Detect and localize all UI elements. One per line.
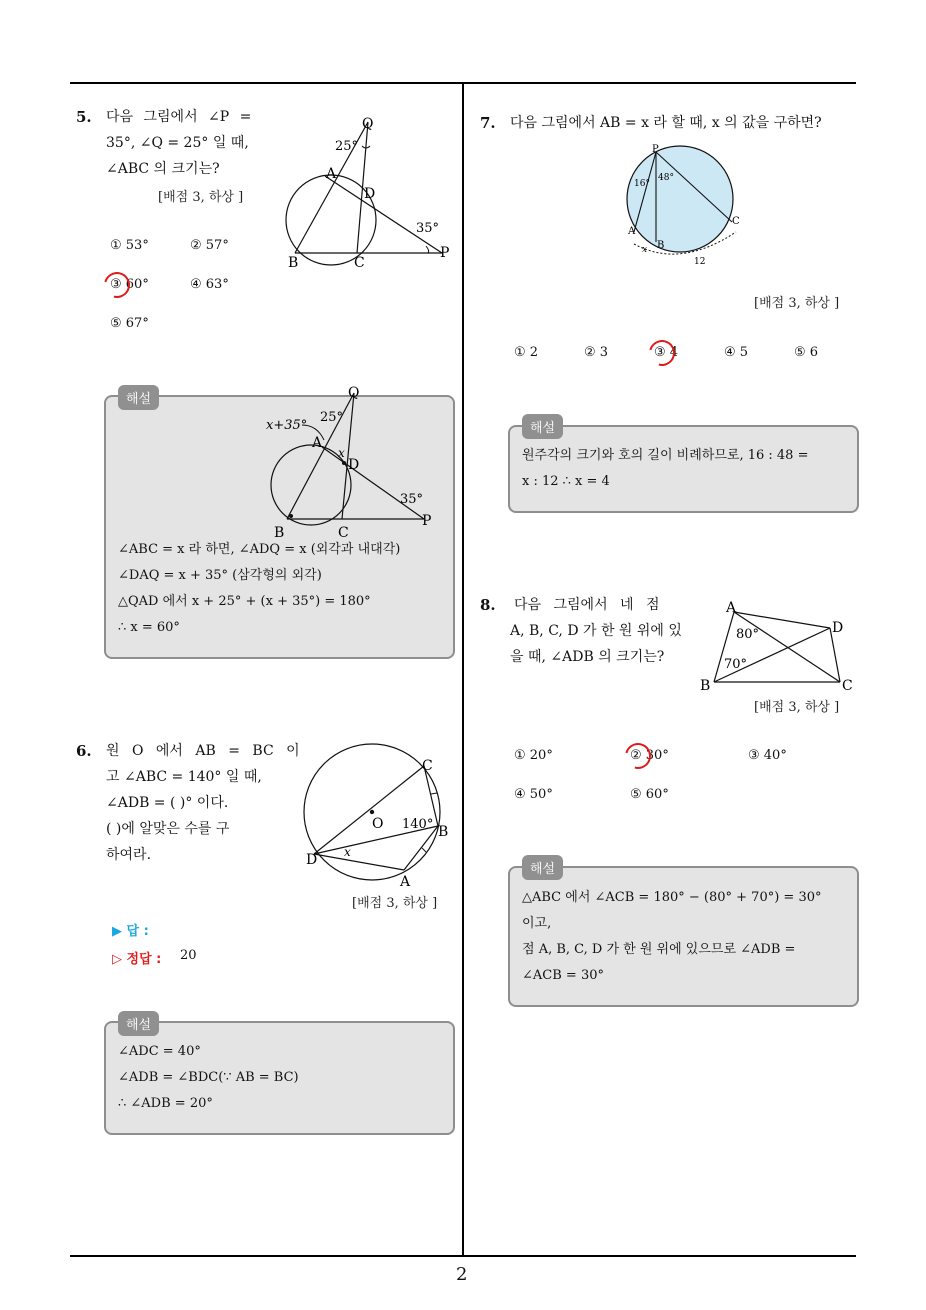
q6-angle-x: x [344,845,351,859]
q7-figure [620,144,750,268]
q8-solution-line-3: 점 A, B, C, D 가 한 원 위에 있으므로 ∠ADB = [522,942,796,957]
q5s-label-d: D [348,457,360,473]
q5-solution-line-3: △QAD 에서 x + 25° + (x + 35°) = 180° [118,594,371,609]
q6-angle: 140° [402,817,434,832]
q7-solution-line-1: 원주각의 크기와 호의 길이 비례하므로, 16 : 48 = [522,448,809,463]
q5-number: 5. [76,108,92,126]
q5-label-a: A [326,166,337,182]
q8-answer-mark [620,738,656,774]
q5s-angle-q: 25° [320,410,344,425]
q5-label-p: P [440,245,450,261]
q6-text-1: 원 O 에서 AB = BC 이 [106,743,300,759]
q8-solution-tab: 해설 [522,855,563,880]
q5s-label-p: P [422,513,432,529]
q5-label-d: D [364,186,376,202]
q7-label-c: C [732,216,740,227]
q8-solution-line-1: △ABC 에서 ∠ACB = 180° − (80° + 70°) = 30° [522,890,822,905]
q5-option-2[interactable]: ② 57° [190,238,229,253]
q6-solution-line-1: ∠ADC = 40° [118,1044,201,1059]
q6-correct-label: ▷ 정답 : [112,952,162,967]
q8-text-3: 을 때, ∠ADB 의 크기는? [510,649,665,665]
q7-label-p: P [652,144,659,155]
q5-score: [배점 3, 하상 ] [158,190,244,205]
q6-answer-label: ▶ 답 : [112,924,149,939]
q5-option-4[interactable]: ④ 63° [190,277,229,292]
q6-label-a: A [400,874,411,890]
q5s-angle-x: x [338,446,345,460]
q8-option-2[interactable]: ② 30° [630,748,669,763]
q5-text-1: 다음 그림에서 ∠P = [106,109,252,125]
q6-correct-value: 20 [180,948,197,963]
q8-label-d: D [832,620,844,636]
q8-label-c: C [842,678,853,694]
q6-figure [300,742,460,892]
q8-figure [696,598,856,694]
q5s-label-c: C [338,525,349,541]
q8-option-1[interactable]: ① 20° [514,748,553,763]
q8-score: [배점 3, 하상 ] [754,700,840,715]
q8-solution-line-2: 이고, [522,916,552,931]
q5-solution-figure [262,385,442,545]
q5-option-1[interactable]: ① 53° [110,238,149,253]
q5s-label-b: B [274,525,285,541]
q7-label-a: A [628,226,636,237]
q6-text-4: ( )에 알맞은 수를 구 [106,821,230,837]
bottom-rule [70,1255,856,1257]
q8-option-5[interactable]: ⑤ 60° [630,787,669,802]
q6-solution-line-2: ∠ADB = ∠BDC(∵ AB = BC) [118,1070,299,1085]
q6-label-o: O [372,816,384,832]
q7-label-x: x [642,245,648,255]
q6-score: [배점 3, 하상 ] [352,896,438,911]
q8-label-b: B [700,678,711,694]
q7-option-3[interactable]: ③ 4 [654,345,679,360]
q5s-label-q: Q [348,385,360,401]
q5-angle-q: 25° [335,139,359,154]
q7-number: 7. [480,114,496,132]
q6-label-b: B [438,824,449,840]
q5-option-3[interactable]: ③ 60° [110,277,149,292]
q5-option-5[interactable]: ⑤ 67° [110,316,149,331]
q7-option-4[interactable]: ④ 5 [724,345,749,360]
q7-solution-tab: 해설 [522,414,563,439]
q6-number: 6. [76,742,92,760]
q5-solution-line-1: ∠ABC = x 라 하면, ∠ADQ = x (외각과 내대각) [118,542,401,557]
q7-solution-line-2: x : 12 ∴ x = 4 [522,474,610,489]
q7-angle-2: 48° [658,173,674,183]
q5s-angle-p: 35° [400,492,424,507]
q5-solution-tab: 해설 [118,385,159,410]
q8-option-4[interactable]: ④ 50° [514,787,553,802]
page-number: 2 [456,1264,468,1285]
q7-text-1: 다음 그림에서 AB = x 라 할 때, x 의 값을 구하면? [510,115,822,131]
q7-option-2[interactable]: ② 3 [584,345,609,360]
q6-text-2: 고 ∠ABC = 140° 일 때, [106,769,262,785]
q8-solution-line-4: ∠ACB = 30° [522,968,604,983]
q5-answer-mark [99,267,135,303]
q7-angle-1: 16° [634,179,650,189]
q7-option-5[interactable]: ⑤ 6 [794,345,819,360]
q7-label-b: B [657,240,665,251]
q7-option-1[interactable]: ① 2 [514,345,539,360]
q7-label-len: 12 [694,257,706,267]
q7-answer-mark [644,335,680,371]
q6-solution-tab: 해설 [118,1011,159,1036]
q6-solution-line-3: ∴ ∠ADB = 20° [118,1096,213,1111]
q6-label-d: D [306,852,318,868]
q5-figure [280,110,460,270]
q5-label-b: B [288,255,299,270]
q8-option-3[interactable]: ③ 40° [748,748,787,763]
q5-solution-line-4: ∴ x = 60° [118,620,180,635]
q6-label-c: C [422,758,433,774]
q8-number: 8. [480,596,496,614]
column-divider [462,83,464,1257]
q5-text-3: ∠ABC 의 크기는? [106,161,220,177]
q8-angle-70: 70° [724,657,748,672]
q6-text-3: ∠ADB = ( )° 이다. [106,795,229,811]
q8-label-a: A [726,600,737,616]
q5-solution-line-2: ∠DAQ = x + 35° (삼각형의 외각) [118,568,322,583]
q5-label-q: Q [362,116,374,132]
q5s-angle-ext: x+35° [266,418,308,433]
q5s-label-a: A [312,435,323,451]
q7-solution-box [508,425,859,513]
q5-angle-p: 35° [416,221,440,236]
q5-text-2: 35°, ∠Q = 25° 일 때, [106,135,249,151]
q5-label-c: C [354,255,365,270]
q6-text-5: 하여라. [106,847,152,863]
q8-angle-80: 80° [736,627,760,642]
q8-text-2: A, B, C, D 가 한 원 위에 있 [510,623,682,639]
q8-text-1: 다음 그림에서 네 점 [514,597,660,613]
q7-score: [배점 3, 하상 ] [754,296,840,311]
